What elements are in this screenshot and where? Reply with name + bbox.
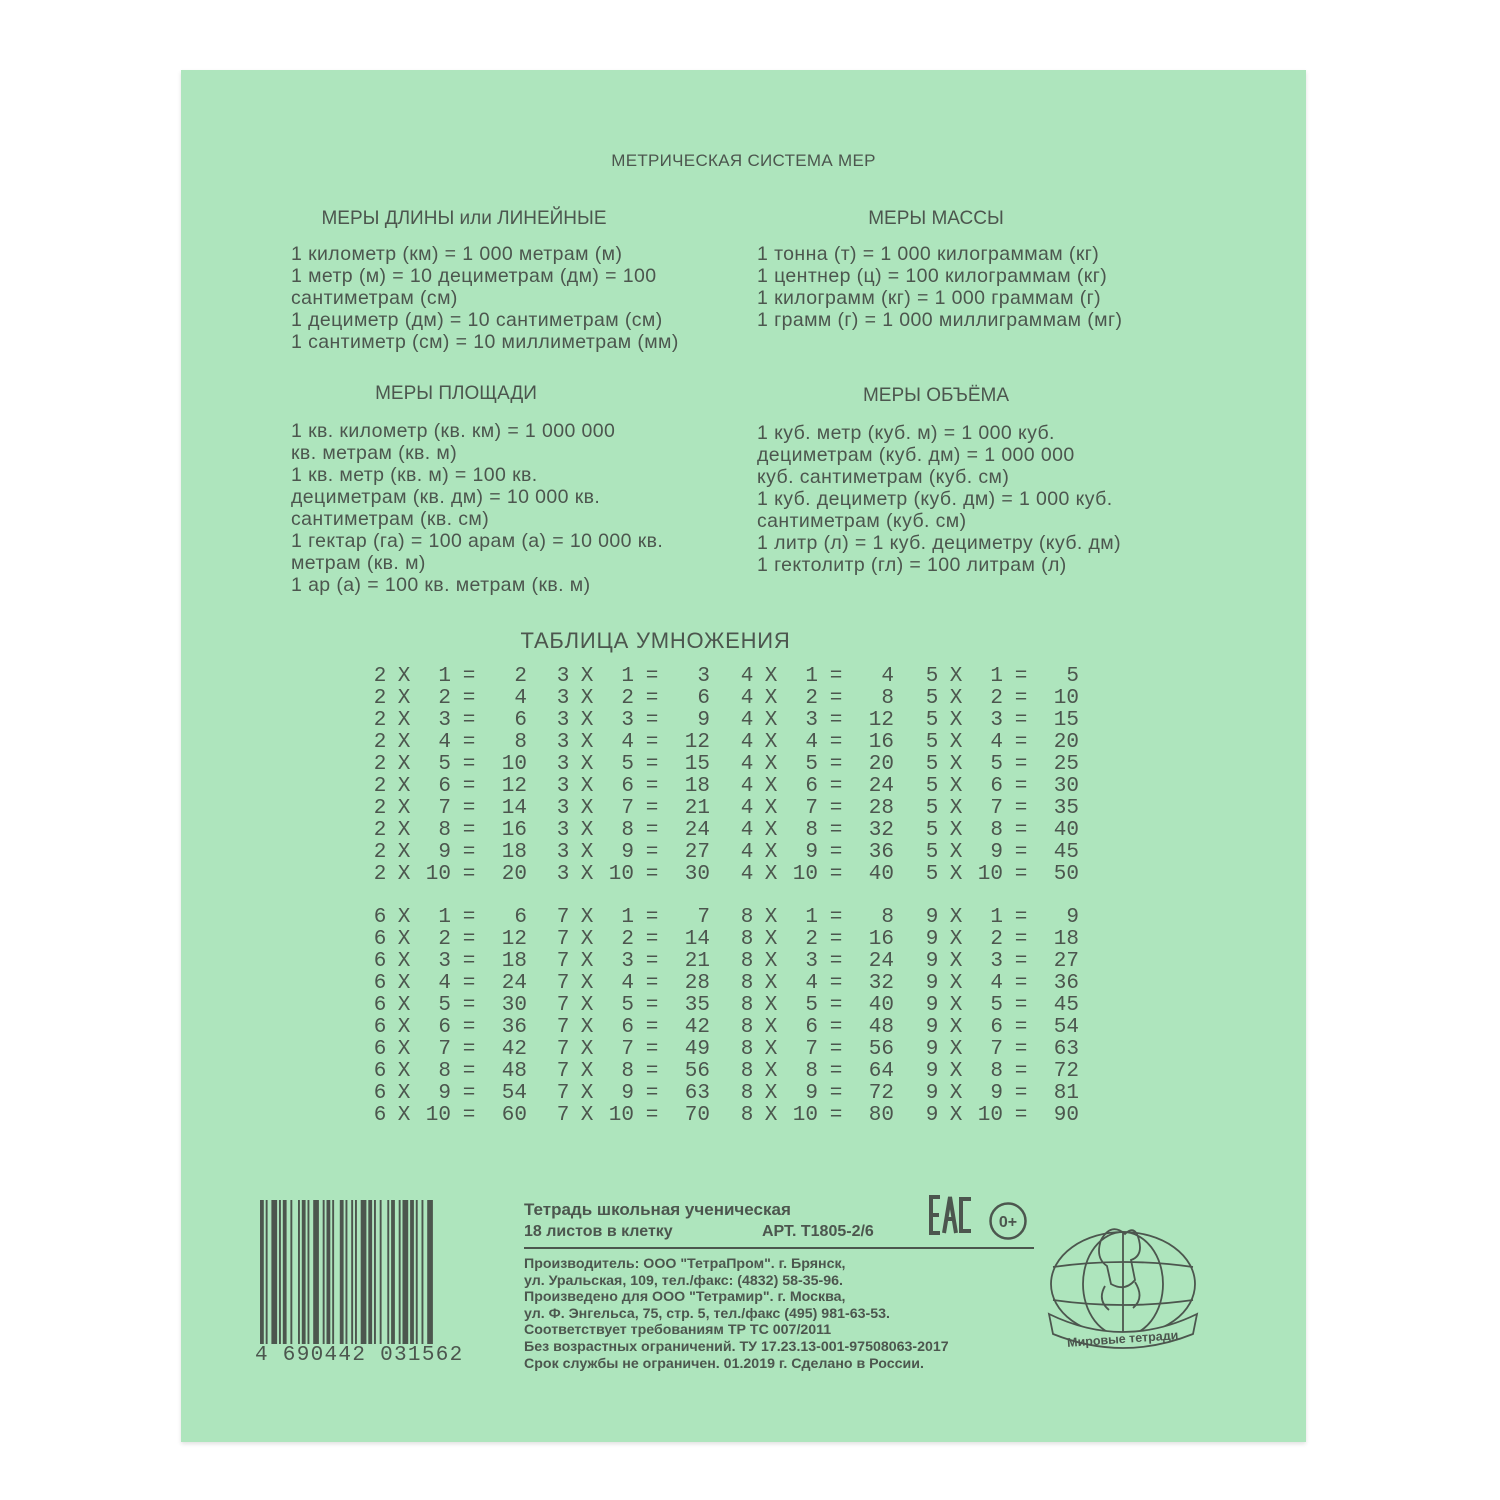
- multiplication-row: 4 X 10 = 40: [740, 863, 894, 886]
- multiplication-row: 7 X 10 = 70: [556, 1104, 710, 1127]
- page-title: МЕТРИЧЕСКАЯ СИСТЕМА МЕР: [611, 151, 876, 170]
- multiplication-row: 3 X 1 = 3: [556, 665, 710, 688]
- multiplication-row: 3 X 10 = 30: [556, 863, 710, 886]
- multiplication-row: 2 X 10 = 20: [373, 863, 527, 886]
- area-line: 1 гектар (га) = 100 арам (а) = 10 000 кв.: [291, 530, 664, 552]
- multiplication-row: 5 X 4 = 20: [925, 731, 1079, 754]
- mass-line: 1 тонна (т) = 1 000 килограммам (кг): [757, 243, 1100, 265]
- multiplication-row: 2 X 4 = 8: [373, 731, 527, 754]
- multiplication-row: 6 X 9 = 54: [373, 1082, 527, 1105]
- length-line: 1 сантиметр (см) = 10 миллиметрам (мм): [291, 331, 679, 353]
- multiplication-row: 3 X 3 = 9: [556, 709, 710, 732]
- multiplication-row: 9 X 7 = 63: [925, 1038, 1079, 1061]
- multiplication-row: 6 X 2 = 12: [373, 928, 527, 951]
- length-section-body: [291, 243, 679, 353]
- multiplication-row: 2 X 8 = 16: [373, 819, 527, 842]
- volume-line: дециметрам (куб. дм) = 1 000 000: [757, 444, 1075, 466]
- multiplication-row: 2 X 3 = 6: [373, 709, 527, 732]
- multiplication-row: 3 X 6 = 18: [556, 775, 710, 798]
- divider: [524, 1247, 1034, 1249]
- multiplication-row: 6 X 5 = 30: [373, 994, 527, 1017]
- volume-line: 1 куб. метр (куб. м) = 1 000 куб.: [757, 422, 1055, 444]
- multiplication-row: 8 X 7 = 56: [740, 1038, 894, 1061]
- multiplication-row: 5 X 7 = 35: [925, 797, 1079, 820]
- multiplication-column-8: [736, 907, 894, 1127]
- multiplication-row: 6 X 10 = 60: [373, 1104, 527, 1127]
- multiplication-row: 5 X 10 = 50: [925, 863, 1079, 886]
- mass-line: 1 килограмм (кг) = 1 000 граммам (г): [757, 287, 1102, 309]
- multiplication-row: 7 X 4 = 28: [556, 972, 710, 995]
- multiplication-row: 4 X 8 = 32: [740, 819, 894, 842]
- multiplication-row: 6 X 1 = 6: [373, 906, 527, 929]
- mass-line: 1 центнер (ц) = 100 килограммам (кг): [757, 265, 1108, 287]
- multiplication-row: 3 X 7 = 21: [556, 797, 710, 820]
- mass-line: 1 грамм (г) = 1 000 миллиграммам (мг): [757, 309, 1123, 331]
- info-line: ул. Уральская, 109, тел./факс: (4832) 58-35-96.: [524, 1272, 843, 1289]
- area-line: сантиметрам (кв. см): [291, 508, 490, 530]
- multiplication-row: 9 X 6 = 54: [925, 1016, 1079, 1039]
- area-line: 1 ар (а) = 100 кв. метрам (кв. м): [291, 574, 591, 596]
- manufacturer-info: [524, 1256, 949, 1372]
- multiplication-row: 6 X 7 = 42: [373, 1038, 527, 1061]
- info-line: Срок службы не ограничен. 01.2019 г. Сделано в России.: [524, 1355, 924, 1372]
- multiplication-column-5: [921, 666, 1079, 886]
- multiplication-column-4: [736, 666, 894, 886]
- info-line: Без возрастных ограничений. ТУ 17.23.13-001-97508063-2017: [524, 1338, 949, 1355]
- multiplication-column-7: [552, 907, 710, 1127]
- length-section-title: МЕРЫ ДЛИНЫ или ЛИНЕЙНЫЕ: [321, 208, 607, 229]
- multiplication-row: 6 X 8 = 48: [373, 1060, 527, 1083]
- notebook-back-cover: [181, 70, 1306, 1442]
- multiplication-row: 2 X 2 = 4: [373, 687, 527, 710]
- multiplication-row: 9 X 5 = 45: [925, 994, 1079, 1017]
- multiplication-row: 6 X 3 = 18: [373, 950, 527, 973]
- info-line: Произведено для ООО "Тетрамир". г. Москва,: [524, 1289, 846, 1306]
- multiplication-row: 4 X 1 = 4: [740, 665, 894, 688]
- multiplication-row: 7 X 9 = 63: [556, 1082, 710, 1105]
- multiplication-column-6: [369, 907, 527, 1127]
- multiplication-row: 5 X 8 = 40: [925, 819, 1079, 842]
- multiplication-row: 2 X 7 = 14: [373, 797, 527, 820]
- multiplication-row: 8 X 9 = 72: [740, 1082, 894, 1105]
- multiplication-row: 7 X 8 = 56: [556, 1060, 710, 1083]
- multiplication-row: 8 X 3 = 24: [740, 950, 894, 973]
- multiplication-row: 3 X 4 = 12: [556, 731, 710, 754]
- multiplication-row: 7 X 5 = 35: [556, 994, 710, 1017]
- product-subtitle: 18 листов в клетку: [524, 1223, 673, 1240]
- area-line: кв. метрам (кв. м): [291, 442, 458, 464]
- multiplication-row: 5 X 3 = 15: [925, 709, 1079, 732]
- volume-section-body: [757, 422, 1121, 576]
- multiplication-row: 2 X 1 = 2: [373, 665, 527, 688]
- area-section-title: МЕРЫ ПЛОЩАДИ: [375, 383, 537, 404]
- multiplication-row: 8 X 10 = 80: [740, 1104, 894, 1127]
- multiplication-row: 4 X 7 = 28: [740, 797, 894, 820]
- multiplication-row: 6 X 6 = 36: [373, 1016, 527, 1039]
- multiplication-row: 7 X 1 = 7: [556, 906, 710, 929]
- multiplication-row: 5 X 2 = 10: [925, 687, 1079, 710]
- multiplication-row: 5 X 6 = 30: [925, 775, 1079, 798]
- multiplication-row: 4 X 3 = 12: [740, 709, 894, 732]
- multiplication-row: 3 X 5 = 15: [556, 753, 710, 776]
- multiplication-row: 8 X 2 = 16: [740, 928, 894, 951]
- length-line: 1 метр (м) = 10 дециметрам (дм) = 100: [291, 265, 657, 287]
- length-line: 1 дециметр (дм) = 10 сантиметрам (см): [291, 309, 663, 331]
- multiplication-row: 5 X 5 = 25: [925, 753, 1079, 776]
- area-section-body: [291, 420, 663, 596]
- multiplication-row: 8 X 5 = 40: [740, 994, 894, 1017]
- info-line: Производитель: ООО "ТетраПром". г. Брянск,: [524, 1256, 846, 1272]
- multiplication-row: 6 X 4 = 24: [373, 972, 527, 995]
- age-rating-label: 0+: [998, 1214, 1018, 1231]
- multiplication-row: 5 X 9 = 45: [925, 841, 1079, 864]
- area-line: 1 кв. километр (кв. км) = 1 000 000: [291, 420, 616, 442]
- mass-section-body: [757, 243, 1122, 331]
- multiplication-row: 8 X 6 = 48: [740, 1016, 894, 1039]
- multiplication-row: 4 X 4 = 16: [740, 731, 894, 754]
- eac-certification-icon: [928, 1191, 974, 1239]
- multiplication-row: 2 X 6 = 12: [373, 775, 527, 798]
- volume-line: 1 литр (л) = 1 куб. дециметру (куб. дм): [757, 532, 1122, 554]
- product-article: АРТ. Т1805-2/6: [762, 1223, 874, 1240]
- multiplication-row: 4 X 5 = 20: [740, 753, 894, 776]
- multiplication-column-9: [921, 907, 1079, 1127]
- age-rating-icon: [988, 1201, 1028, 1241]
- multiplication-row: 7 X 3 = 21: [556, 950, 710, 973]
- multiplication-row: 4 X 2 = 8: [740, 687, 894, 710]
- multiplication-row: 9 X 1 = 9: [925, 906, 1079, 929]
- info-line: ул. Ф. Энгельса, 75, стр. 5, тел./факс (495) 981-63-53.: [524, 1305, 890, 1322]
- multiplication-row: 4 X 6 = 24: [740, 775, 894, 798]
- multiplication-column-2: [369, 666, 527, 886]
- volume-line: сантиметрам (куб. см): [757, 510, 967, 532]
- multiplication-row: 9 X 3 = 27: [925, 950, 1079, 973]
- multiplication-row: 3 X 2 = 6: [556, 687, 710, 710]
- multiplication-row: 7 X 6 = 42: [556, 1016, 710, 1039]
- barcode-icon: [258, 1200, 496, 1367]
- volume-line: куб. сантиметрам (куб. см): [757, 466, 1010, 488]
- brand-logo-label: Мировые тетради: [1066, 1328, 1179, 1350]
- area-line: дециметрам (кв. дм) = 10 000 кв.: [291, 486, 601, 508]
- multiplication-row: 4 X 9 = 36: [740, 841, 894, 864]
- multiplication-row: 2 X 5 = 10: [373, 753, 527, 776]
- multiplication-row: 8 X 8 = 64: [740, 1060, 894, 1083]
- length-line: сантиметрам (см): [291, 287, 458, 309]
- multiplication-row: 9 X 10 = 90: [925, 1104, 1079, 1127]
- barcode-number: 4 690442 031562: [253, 1344, 505, 1367]
- multiplication-row: 9 X 4 = 36: [925, 972, 1079, 995]
- length-line: 1 километр (км) = 1 000 метрам (м): [291, 243, 623, 265]
- area-line: 1 кв. метр (кв. м) = 100 кв.: [291, 464, 538, 486]
- multiplication-column-3: [552, 666, 710, 886]
- multiplication-row: 9 X 8 = 72: [925, 1060, 1079, 1083]
- mass-section-title: МЕРЫ МАССЫ: [868, 208, 1004, 229]
- product-title: Тетрадь школьная ученическая: [524, 1200, 791, 1219]
- volume-section-title: МЕРЫ ОБЪЁМА: [862, 385, 1010, 406]
- multiplication-row: 9 X 9 = 81: [925, 1082, 1079, 1105]
- multiplication-row: 7 X 2 = 14: [556, 928, 710, 951]
- multiplication-row: 3 X 9 = 27: [556, 841, 710, 864]
- multiplication-row: 9 X 2 = 18: [925, 928, 1079, 951]
- multiplication-row: 5 X 1 = 5: [925, 665, 1079, 688]
- multiplication-row: 8 X 1 = 8: [740, 906, 894, 929]
- volume-line: 1 куб. дециметр (куб. дм) = 1 000 куб.: [757, 488, 1113, 510]
- globe-logo-icon: [1043, 1222, 1203, 1356]
- multiplication-row: 3 X 8 = 24: [556, 819, 710, 842]
- multiplication-row: 7 X 7 = 49: [556, 1038, 710, 1061]
- area-line: метрам (кв. м): [291, 552, 426, 574]
- volume-line: 1 гектолитр (гл) = 100 литрам (л): [757, 554, 1067, 576]
- multiplication-row: 2 X 9 = 18: [373, 841, 527, 864]
- multiplication-title: ТАБЛИЦА УМНОЖЕНИЯ: [520, 628, 791, 653]
- multiplication-row: 8 X 4 = 32: [740, 972, 894, 995]
- info-line: Соответствует требованиям ТР ТС 007/2011: [524, 1322, 832, 1339]
